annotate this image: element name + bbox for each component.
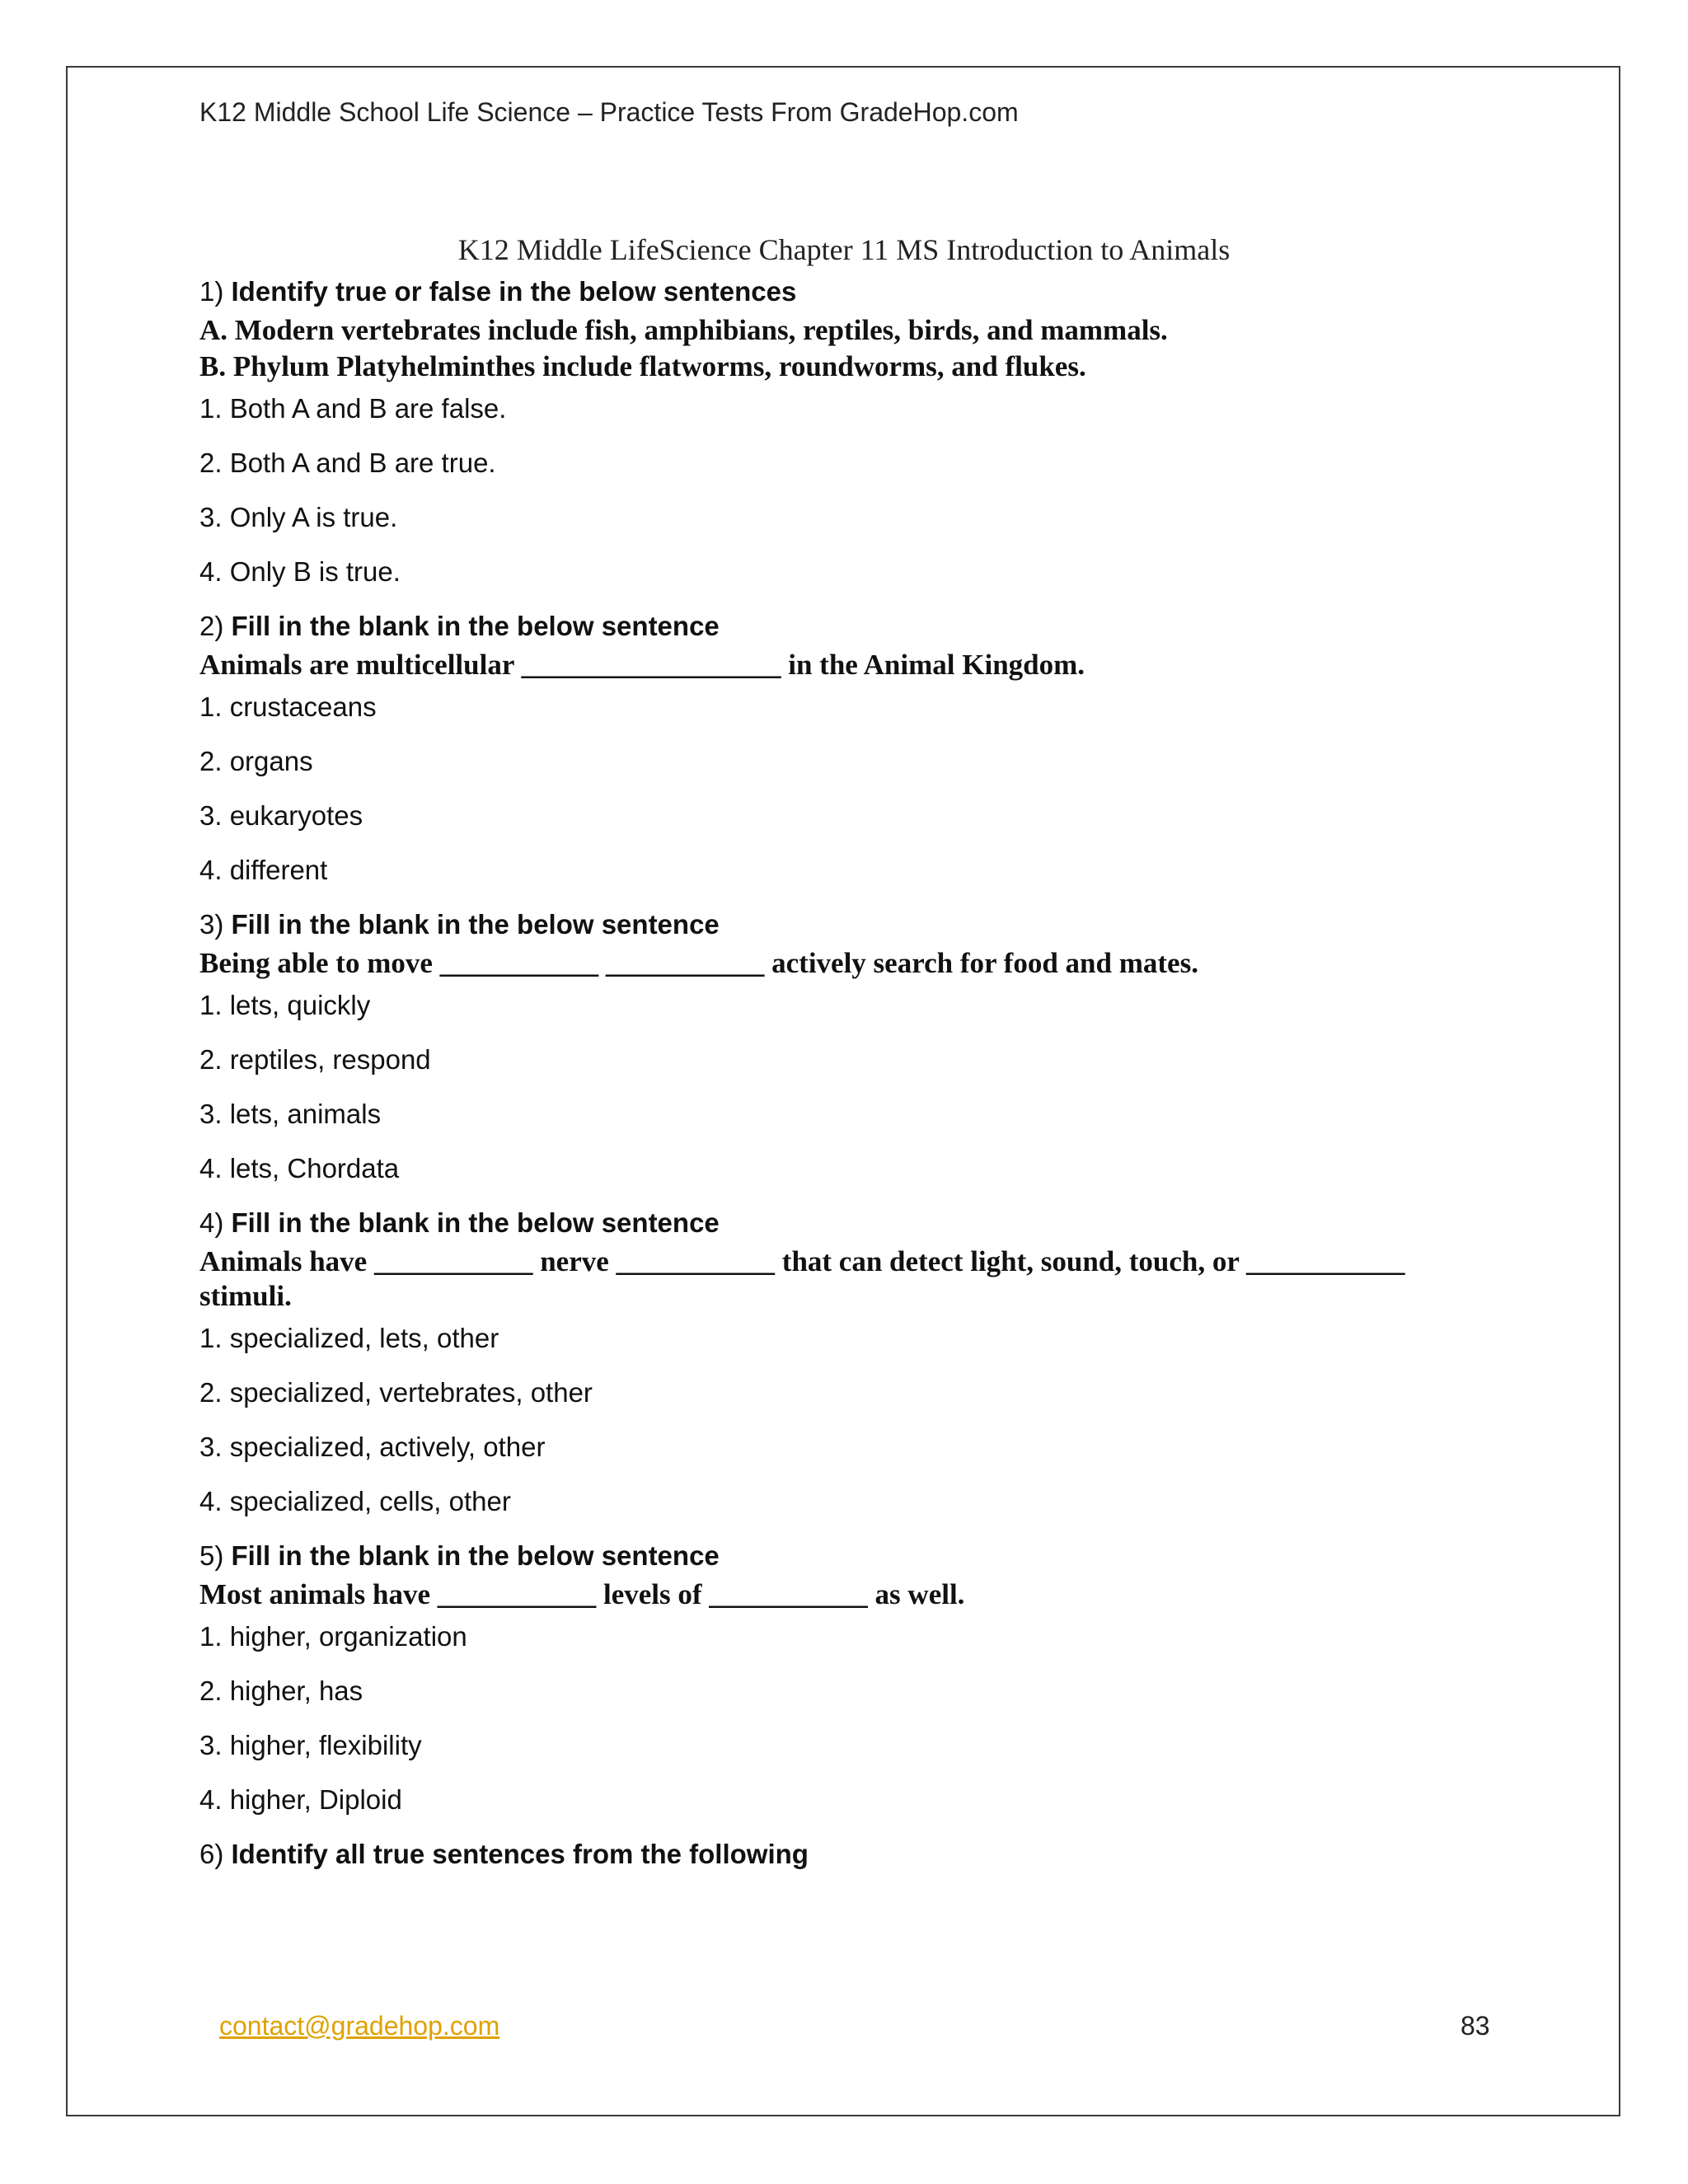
question-statement: Animals are multicellular __________________ in the Animal Kingdom. — [199, 649, 1085, 681]
page-number: 83 — [1461, 2011, 1490, 2041]
question-prompt — [199, 905, 1502, 944]
question-statement: Animals have ___________ nerve ___________ that can detect light, sound, touch, or ___________ stimuli. — [199, 1245, 1405, 1312]
answer-option: 2. organs — [199, 746, 313, 776]
question-2 — [199, 607, 1502, 890]
question-prompt — [199, 1536, 1502, 1576]
question-label: Fill in the blank in the below sentence — [231, 1207, 720, 1238]
answer-option: 1. crustaceans — [199, 691, 377, 722]
question-statement: A. Modern vertebrates include fish, amphibians, reptiles, birds, and mammals. — [199, 314, 1168, 346]
answer-option: 4. higher, Diploid — [199, 1784, 402, 1815]
answer-option: 3. Only A is true. — [199, 502, 398, 532]
contact-email-link[interactable]: contact@gradehop.com — [219, 2011, 500, 2041]
answer-option: 3. higher, flexibility — [199, 1730, 422, 1760]
question-statement: Being able to move ___________ ___________ actively search for food and mates. — [199, 947, 1198, 979]
answer-option: 1. Both A and B are false. — [199, 393, 507, 424]
question-prompt — [199, 607, 1502, 646]
question-number: 2) — [199, 611, 224, 641]
question-3 — [199, 905, 1502, 1188]
question-number: 3) — [199, 909, 224, 940]
answer-option: 1. specialized, lets, other — [199, 1323, 499, 1353]
question-statement: Most animals have ___________ levels of ___________ as well. — [199, 1578, 965, 1610]
question-number: 1) — [199, 276, 224, 307]
answer-option: 3. eukaryotes — [199, 800, 363, 831]
question-6 — [199, 1835, 1502, 1874]
question-label: Fill in the blank in the below sentence — [231, 909, 720, 940]
question-label: Identify true or false in the below sentences — [231, 276, 797, 307]
answer-option: 2. specialized, vertebrates, other — [199, 1377, 593, 1408]
answer-option: 1. lets, quickly — [199, 990, 371, 1020]
answer-option: 4. Only B is true. — [199, 556, 401, 587]
question-5 — [199, 1536, 1502, 1820]
question-prompt — [199, 1835, 1502, 1874]
question-label: Identify all true sentences from the following — [231, 1839, 809, 1869]
question-4 — [199, 1203, 1502, 1521]
question-list — [199, 272, 1502, 1874]
question-prompt — [199, 272, 1502, 312]
question-prompt — [199, 1203, 1502, 1243]
question-number: 6) — [199, 1839, 224, 1869]
answer-option: 2. higher, has — [199, 1675, 363, 1706]
question-number: 4) — [199, 1207, 224, 1238]
answer-option: 4. specialized, cells, other — [199, 1486, 511, 1516]
page-header: K12 Middle School Life Science – Practice Tests From GradeHop.com — [199, 97, 1019, 127]
page-title: K12 Middle LifeScience Chapter 11 MS Introduction to Animals — [457, 233, 1231, 266]
question-1 — [199, 272, 1502, 592]
answer-option: 4. lets, Chordata — [199, 1153, 400, 1183]
answer-option: 2. reptiles, respond — [199, 1044, 431, 1075]
answer-option: 3. lets, animals — [199, 1099, 382, 1129]
answer-option: 2. Both A and B are true. — [199, 448, 496, 478]
question-statement: B. Phylum Platyhelminthes include flatworms, roundworms, and flukes. — [199, 350, 1086, 382]
answer-option: 3. specialized, actively, other — [199, 1432, 546, 1462]
question-label: Fill in the blank in the below sentence — [231, 611, 720, 641]
answer-option: 1. higher, organization — [199, 1621, 467, 1652]
answer-option: 4. different — [199, 855, 328, 885]
question-label: Fill in the blank in the below sentence — [231, 1540, 720, 1571]
question-number: 5) — [199, 1540, 224, 1571]
